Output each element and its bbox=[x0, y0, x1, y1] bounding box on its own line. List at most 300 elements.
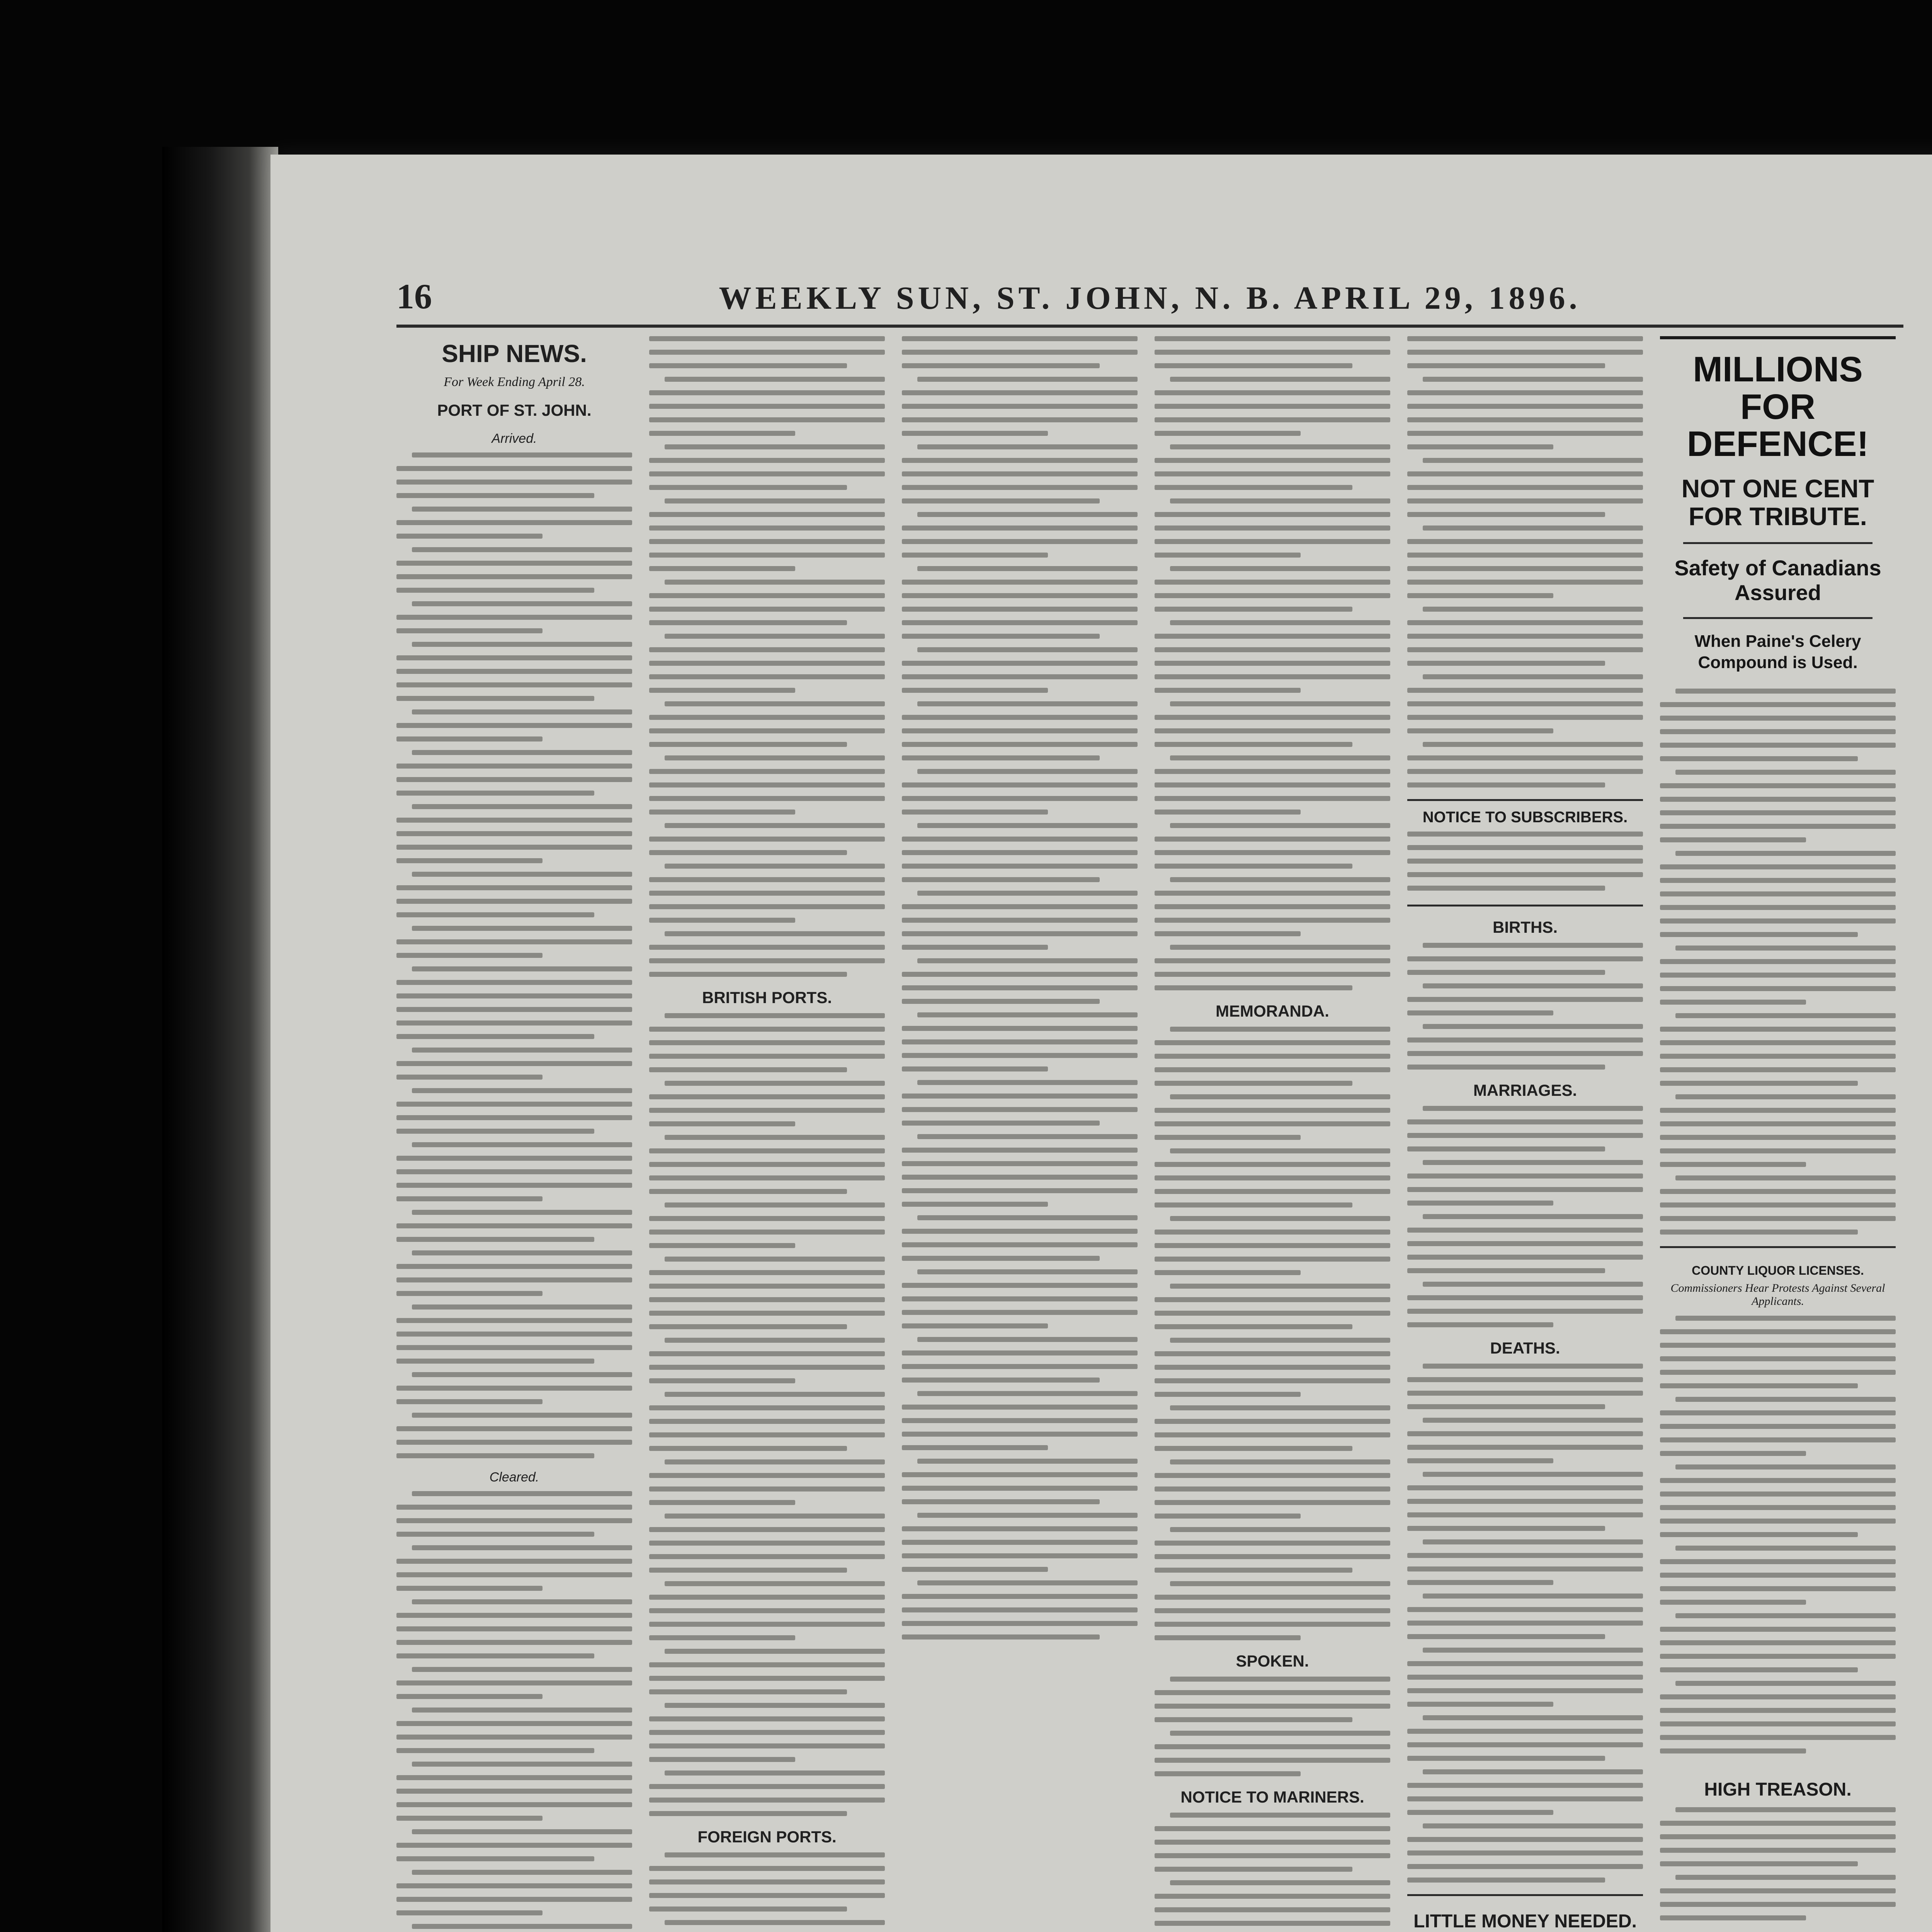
arrived-label: Arrived. bbox=[492, 431, 537, 446]
text-line bbox=[1155, 688, 1301, 693]
text-line bbox=[1407, 1391, 1643, 1396]
text-line bbox=[665, 444, 885, 449]
text-line bbox=[649, 539, 885, 544]
text-line bbox=[1155, 1378, 1390, 1383]
text-line bbox=[396, 858, 543, 863]
text-line bbox=[396, 1572, 632, 1577]
text-line bbox=[1407, 1512, 1643, 1517]
text-line bbox=[396, 1518, 632, 1523]
text-line bbox=[1660, 702, 1896, 707]
text-line bbox=[917, 377, 1138, 382]
text-line bbox=[1660, 837, 1806, 842]
text-line bbox=[1407, 832, 1643, 837]
text-line bbox=[1407, 1756, 1605, 1761]
text-line bbox=[396, 1075, 543, 1080]
text-line bbox=[1407, 1037, 1643, 1043]
text-line bbox=[1155, 904, 1390, 909]
text-line bbox=[917, 566, 1138, 571]
text-line bbox=[396, 534, 543, 539]
text-line bbox=[1155, 1840, 1390, 1845]
text-line bbox=[1155, 1541, 1390, 1546]
text-line bbox=[396, 1129, 594, 1134]
notice-to-subscribers-box bbox=[1407, 799, 1643, 906]
text-line bbox=[1407, 1580, 1553, 1585]
text-line bbox=[1407, 1173, 1643, 1179]
text-line bbox=[1155, 1486, 1390, 1492]
text-line bbox=[902, 539, 1138, 544]
text-line bbox=[1155, 336, 1390, 341]
text-line bbox=[665, 1514, 885, 1519]
text-line bbox=[1407, 1431, 1643, 1436]
text-line bbox=[1407, 1796, 1643, 1801]
text-line bbox=[1155, 837, 1390, 842]
text-line bbox=[665, 823, 885, 828]
text-line bbox=[902, 363, 1100, 368]
text-line bbox=[1155, 1853, 1390, 1858]
text-line bbox=[1407, 1133, 1643, 1138]
text-block bbox=[1660, 689, 1896, 1235]
text-line bbox=[1155, 1608, 1390, 1613]
text-line bbox=[396, 831, 632, 836]
text-line bbox=[1170, 701, 1390, 706]
text-line bbox=[649, 918, 795, 923]
text-line bbox=[902, 1202, 1048, 1207]
text-line bbox=[649, 1446, 847, 1451]
text-line bbox=[396, 1775, 632, 1780]
text-line bbox=[1660, 797, 1896, 802]
text-line bbox=[649, 1432, 885, 1437]
text-line bbox=[665, 1852, 885, 1857]
text-line bbox=[396, 1061, 632, 1066]
text-line bbox=[1660, 878, 1896, 883]
text-line bbox=[1407, 1783, 1643, 1788]
text-line bbox=[412, 872, 632, 877]
text-line bbox=[1660, 1848, 1896, 1853]
text-line bbox=[649, 1162, 885, 1167]
ship-news-subheading: For Week Ending April 28. bbox=[444, 375, 585, 389]
text-line bbox=[1170, 377, 1390, 382]
folio-header bbox=[396, 270, 1903, 317]
text-line bbox=[649, 1716, 885, 1721]
text-line bbox=[902, 864, 1138, 869]
text-line bbox=[649, 566, 795, 571]
text-line bbox=[649, 1284, 885, 1289]
text-line bbox=[396, 818, 632, 823]
text-line bbox=[902, 1161, 1138, 1166]
text-line bbox=[902, 1039, 1138, 1044]
text-line bbox=[902, 931, 1138, 936]
text-line bbox=[396, 628, 543, 633]
text-line bbox=[1155, 1554, 1390, 1559]
text-block bbox=[1155, 336, 1390, 990]
text-line bbox=[1407, 350, 1643, 355]
text-line bbox=[396, 1586, 543, 1591]
text-line bbox=[1155, 1270, 1301, 1275]
text-line bbox=[1423, 1823, 1643, 1828]
text-line bbox=[1155, 1771, 1301, 1776]
text-line bbox=[1155, 1162, 1390, 1167]
text-line bbox=[1660, 1370, 1896, 1375]
text-line bbox=[649, 1784, 885, 1789]
text-line bbox=[649, 1554, 885, 1559]
text-line bbox=[665, 1135, 885, 1140]
text-line bbox=[1155, 769, 1390, 774]
text-line bbox=[902, 715, 1138, 720]
text-line bbox=[1675, 1397, 1896, 1402]
text-line bbox=[1407, 1634, 1605, 1639]
text-line bbox=[1155, 431, 1301, 436]
text-line bbox=[1407, 1146, 1605, 1151]
text-line bbox=[1155, 1230, 1390, 1235]
text-line bbox=[1170, 444, 1390, 449]
text-line bbox=[396, 1694, 543, 1699]
text-line bbox=[1660, 1821, 1896, 1826]
text-line bbox=[396, 993, 632, 998]
text-block bbox=[1407, 1106, 1643, 1327]
text-line bbox=[396, 1440, 632, 1445]
text-line bbox=[665, 498, 885, 503]
text-line bbox=[396, 899, 632, 904]
text-line bbox=[649, 1622, 885, 1627]
text-line bbox=[1155, 1704, 1390, 1709]
text-line bbox=[649, 972, 847, 977]
text-line bbox=[412, 642, 632, 647]
text-line bbox=[1407, 872, 1643, 877]
text-line bbox=[1170, 1813, 1390, 1818]
text-line bbox=[902, 1242, 1138, 1247]
text-line bbox=[917, 1459, 1138, 1464]
text-line bbox=[902, 526, 1138, 531]
text-line bbox=[1423, 526, 1643, 531]
text-line bbox=[902, 350, 1138, 355]
text-line bbox=[1155, 1690, 1390, 1695]
newspaper-page bbox=[270, 155, 1932, 1932]
text-line bbox=[1407, 859, 1643, 864]
text-line bbox=[1660, 1861, 1858, 1866]
text-line bbox=[649, 945, 885, 950]
text-block bbox=[1407, 943, 1643, 1070]
text-line bbox=[1407, 1864, 1643, 1869]
text-line bbox=[396, 980, 632, 985]
text-line bbox=[1170, 945, 1390, 950]
text-line bbox=[902, 837, 1138, 842]
text-line bbox=[902, 850, 1138, 855]
text-line bbox=[649, 1635, 795, 1640]
text-line bbox=[649, 1879, 885, 1884]
text-line bbox=[1407, 1010, 1553, 1015]
text-line bbox=[396, 1816, 543, 1821]
little-money-needed-article bbox=[1407, 1894, 1643, 1932]
text-line bbox=[665, 701, 885, 706]
text-line bbox=[396, 696, 594, 701]
text-line bbox=[1170, 1216, 1390, 1221]
text-line bbox=[1660, 1735, 1896, 1740]
text-line bbox=[649, 1067, 847, 1072]
text-line bbox=[1660, 1135, 1896, 1140]
text-line bbox=[1660, 1888, 1896, 1893]
text-line bbox=[665, 1581, 885, 1586]
text-line bbox=[902, 1175, 1138, 1180]
text-line bbox=[649, 485, 847, 490]
text-line bbox=[902, 1621, 1138, 1626]
text-line bbox=[1407, 539, 1643, 544]
ship-news-heading: SHIP NEWS. bbox=[442, 340, 587, 367]
text-line bbox=[1675, 1013, 1896, 1018]
text-line bbox=[902, 1445, 1048, 1450]
births-label: BIRTHS. bbox=[1493, 918, 1558, 936]
text-line bbox=[902, 1486, 1138, 1491]
text-line bbox=[1660, 1478, 1896, 1483]
text-line bbox=[902, 674, 1138, 679]
text-line bbox=[1407, 498, 1643, 503]
paines-celery-ad bbox=[1660, 336, 1896, 1235]
text-line bbox=[396, 615, 632, 620]
text-line bbox=[649, 390, 885, 395]
text-line bbox=[1407, 1566, 1643, 1571]
text-line bbox=[1407, 1661, 1643, 1666]
text-line bbox=[902, 1283, 1138, 1288]
text-line bbox=[902, 945, 1048, 950]
text-line bbox=[665, 1920, 885, 1925]
text-line bbox=[649, 1108, 885, 1113]
text-line bbox=[1660, 1519, 1896, 1524]
text-line bbox=[1407, 1607, 1643, 1612]
column-5 bbox=[1407, 336, 1643, 1932]
text-line bbox=[649, 1757, 795, 1762]
text-line bbox=[1660, 1505, 1896, 1510]
text-line bbox=[665, 1013, 885, 1018]
text-line bbox=[1675, 1807, 1896, 1812]
text-line bbox=[412, 601, 632, 606]
text-line bbox=[1170, 1677, 1390, 1682]
text-line bbox=[1170, 498, 1390, 503]
text-line bbox=[902, 431, 1048, 436]
text-line bbox=[902, 607, 1138, 612]
text-line bbox=[649, 782, 885, 787]
text-line bbox=[649, 1230, 885, 1235]
text-line bbox=[396, 682, 632, 687]
text-line bbox=[649, 404, 885, 409]
text-line bbox=[649, 1662, 885, 1667]
text-line bbox=[1660, 1915, 1806, 1920]
text-line bbox=[396, 493, 594, 498]
text-line bbox=[1155, 1595, 1390, 1600]
text-line bbox=[1155, 850, 1390, 855]
text-line bbox=[1423, 1214, 1643, 1219]
text-line bbox=[1407, 390, 1643, 395]
text-line bbox=[1155, 1635, 1301, 1640]
text-line bbox=[649, 620, 847, 625]
text-line bbox=[902, 1405, 1138, 1410]
text-line bbox=[649, 742, 847, 747]
text-line bbox=[649, 1541, 885, 1546]
text-line bbox=[902, 417, 1138, 422]
text-line bbox=[396, 1007, 632, 1012]
text-line bbox=[649, 1676, 885, 1681]
text-line bbox=[1660, 1559, 1896, 1564]
text-line bbox=[1155, 607, 1352, 612]
text-line bbox=[1407, 1810, 1553, 1815]
spoken-label: SPOKEN. bbox=[1236, 1652, 1309, 1670]
text-line bbox=[1155, 1175, 1390, 1180]
text-line bbox=[1660, 1067, 1896, 1072]
text-line bbox=[1155, 1121, 1390, 1126]
text-line bbox=[1155, 526, 1390, 531]
text-line bbox=[1407, 485, 1643, 490]
text-line bbox=[1407, 1065, 1605, 1070]
text-line bbox=[1660, 1189, 1896, 1194]
text-line bbox=[396, 655, 632, 660]
text-line bbox=[396, 1640, 632, 1645]
text-line bbox=[649, 1486, 885, 1492]
text-line bbox=[396, 845, 632, 850]
text-line bbox=[1170, 1094, 1390, 1099]
text-line bbox=[1675, 1316, 1896, 1321]
text-line bbox=[917, 444, 1138, 449]
text-line bbox=[1423, 1594, 1643, 1599]
text-line bbox=[902, 1066, 1048, 1071]
text-line bbox=[1660, 1834, 1896, 1839]
text-line bbox=[1407, 769, 1643, 774]
text-line bbox=[1660, 1424, 1896, 1429]
text-line bbox=[1155, 1243, 1390, 1248]
text-line bbox=[1675, 1613, 1896, 1618]
text-line bbox=[1660, 1054, 1896, 1059]
text-block bbox=[1155, 1813, 1390, 1932]
text-line bbox=[649, 1297, 885, 1302]
text-line bbox=[649, 471, 885, 476]
text-line bbox=[902, 999, 1100, 1004]
text-block bbox=[649, 1852, 885, 1932]
text-line bbox=[396, 764, 632, 769]
text-line bbox=[665, 580, 885, 585]
text-line bbox=[917, 1215, 1138, 1220]
text-line bbox=[1660, 1216, 1896, 1221]
text-line bbox=[649, 1243, 795, 1248]
text-line bbox=[396, 1399, 543, 1404]
masthead-line: WEEKLY SUN, ST. JOHN, N. B. APRIL 29, 1896. bbox=[719, 280, 1581, 316]
text-line bbox=[1155, 458, 1390, 463]
county-licenses-headline: COUNTY LIQUOR LICENSES. bbox=[1692, 1263, 1864, 1277]
text-line bbox=[902, 972, 1138, 977]
text-line bbox=[1155, 1365, 1390, 1370]
text-line bbox=[1423, 1106, 1643, 1111]
text-line bbox=[396, 1505, 632, 1510]
ad-headline: MILLIONS FOR DEFENCE! bbox=[1687, 350, 1869, 464]
text-line bbox=[902, 458, 1138, 463]
text-line bbox=[902, 485, 1138, 490]
text-line bbox=[1407, 1404, 1605, 1409]
text-line bbox=[902, 1526, 1138, 1531]
text-line bbox=[902, 1310, 1138, 1315]
text-block bbox=[649, 1013, 885, 1816]
text-line bbox=[1423, 1472, 1643, 1477]
text-line bbox=[1660, 1329, 1896, 1334]
text-line bbox=[1407, 444, 1553, 449]
text-line bbox=[1170, 1527, 1390, 1532]
text-line bbox=[396, 939, 632, 944]
text-line bbox=[1423, 1769, 1643, 1774]
text-line bbox=[1170, 620, 1390, 625]
high-treason-headline: HIGH TREASON. bbox=[1704, 1779, 1852, 1800]
text-line bbox=[1423, 1418, 1643, 1423]
ad-rule bbox=[1683, 617, 1872, 619]
text-line bbox=[1407, 1553, 1643, 1558]
text-line bbox=[1407, 1445, 1643, 1450]
text-line bbox=[649, 431, 795, 436]
text-line bbox=[1675, 1175, 1896, 1180]
text-line bbox=[412, 547, 632, 552]
text-line bbox=[902, 742, 1138, 747]
text-line bbox=[1407, 336, 1643, 341]
text-line bbox=[649, 417, 885, 422]
text-line bbox=[1170, 1459, 1390, 1464]
text-line bbox=[917, 701, 1138, 706]
text-block bbox=[1155, 1677, 1390, 1776]
text-line bbox=[649, 1527, 885, 1532]
text-line bbox=[649, 1365, 885, 1370]
text-line bbox=[1170, 566, 1390, 571]
text-line bbox=[1155, 1054, 1390, 1059]
text-line bbox=[902, 918, 1138, 923]
text-line bbox=[396, 1735, 632, 1740]
text-line bbox=[902, 1499, 1100, 1504]
text-line bbox=[396, 1721, 632, 1726]
text-line bbox=[412, 1708, 632, 1713]
text-line bbox=[649, 891, 885, 896]
text-line bbox=[1660, 905, 1896, 910]
text-line bbox=[1155, 674, 1390, 679]
text-line bbox=[649, 1378, 795, 1383]
text-line bbox=[1423, 1539, 1643, 1544]
text-line bbox=[917, 647, 1138, 652]
text-line bbox=[1155, 1311, 1390, 1316]
text-line bbox=[412, 926, 632, 931]
text-line bbox=[1155, 742, 1352, 747]
text-block bbox=[1660, 1316, 1896, 1753]
text-line bbox=[649, 1798, 885, 1803]
text-line bbox=[902, 1472, 1138, 1477]
text-line bbox=[917, 1580, 1138, 1585]
text-line bbox=[1660, 1356, 1896, 1361]
text-line bbox=[902, 1094, 1138, 1099]
text-block bbox=[1407, 336, 1643, 787]
ad-subhead-3: When Paine's Celery Compound is Used. bbox=[1694, 631, 1861, 672]
text-line bbox=[902, 390, 1138, 395]
text-line bbox=[902, 728, 1138, 733]
text-line bbox=[649, 336, 885, 341]
text-line bbox=[412, 1762, 632, 1767]
text-line bbox=[1155, 1568, 1352, 1573]
text-line bbox=[1423, 1364, 1643, 1369]
text-line bbox=[1407, 1742, 1643, 1747]
text-line bbox=[1170, 1880, 1390, 1885]
text-line bbox=[917, 1513, 1138, 1518]
text-line bbox=[396, 1532, 594, 1537]
text-line bbox=[649, 1216, 885, 1221]
text-line bbox=[1407, 1485, 1643, 1490]
text-line bbox=[665, 634, 885, 639]
text-line bbox=[1407, 701, 1643, 706]
text-line bbox=[1170, 1027, 1390, 1032]
text-line bbox=[649, 512, 885, 517]
text-line bbox=[396, 1802, 632, 1807]
text-line bbox=[902, 1323, 1048, 1328]
text-line bbox=[1407, 431, 1643, 436]
text-line bbox=[1155, 931, 1301, 936]
text-line bbox=[902, 810, 1048, 815]
text-line bbox=[649, 1270, 885, 1275]
